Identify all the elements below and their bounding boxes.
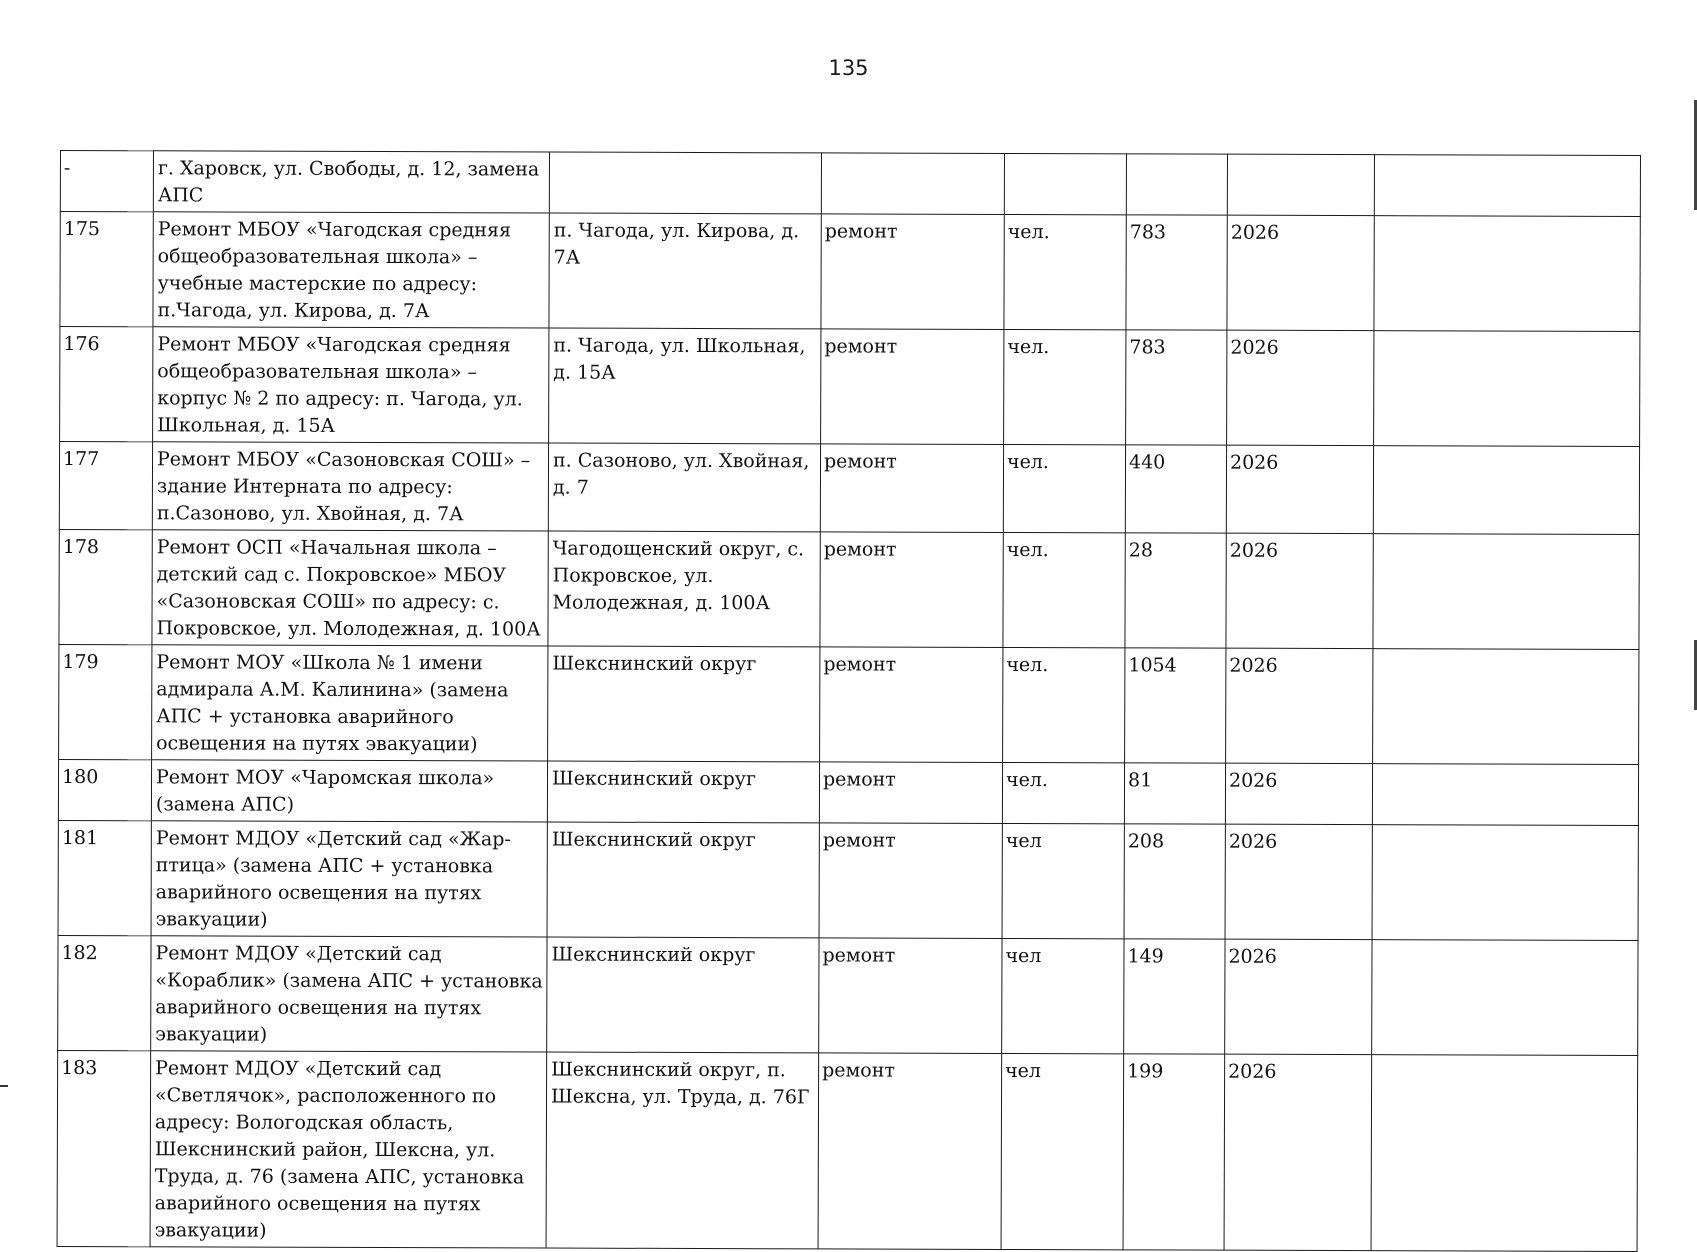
table-row bbox=[58, 759, 1638, 825]
object-address bbox=[549, 152, 821, 214]
work-description: Ремонт МДОУ «Детский сад «Жар-птица» (замена АПС + установка аварийного освещения на путях эвакуации) bbox=[151, 821, 547, 937]
work-description: Ремонт МОУ «Чаромская школа» (замена АПС) bbox=[151, 760, 547, 822]
completion-year: 2026 bbox=[1226, 648, 1373, 763]
work-type: ремонт bbox=[820, 532, 1003, 648]
margin-mark bbox=[0, 1085, 8, 1087]
capacity-value: 208 bbox=[1124, 824, 1225, 939]
work-type: ремонт bbox=[821, 329, 1004, 445]
work-type: ремонт bbox=[821, 214, 1004, 330]
work-type: ремонт bbox=[818, 1053, 1002, 1250]
row-number: 182 bbox=[58, 935, 151, 1050]
capacity-value: 199 bbox=[1123, 1054, 1225, 1250]
table-row bbox=[60, 327, 1640, 447]
object-address: Шекснинский округ bbox=[547, 761, 819, 823]
object-address: Шекснинский округ bbox=[547, 937, 819, 1053]
unit-of-measure bbox=[1004, 153, 1126, 214]
work-type: ремонт bbox=[820, 444, 1003, 533]
notes-cell bbox=[1372, 764, 1638, 826]
unit-of-measure: чел bbox=[1002, 823, 1124, 938]
unit-of-measure: чел bbox=[1001, 1053, 1124, 1249]
capacity-value bbox=[1126, 154, 1227, 215]
unit-of-measure: чел bbox=[1002, 938, 1124, 1053]
unit-of-measure: чел. bbox=[1003, 647, 1125, 762]
row-number: 181 bbox=[58, 820, 151, 935]
row-number: 175 bbox=[60, 212, 153, 327]
completion-year: 2026 bbox=[1227, 215, 1374, 330]
row-number: 176 bbox=[60, 327, 153, 442]
row-number: 179 bbox=[59, 644, 152, 759]
object-address: Чагодощенский округ, с. Покровское, ул. Молодежная, д. 100А bbox=[548, 531, 820, 647]
work-type: ремонт bbox=[819, 823, 1002, 939]
row-number: - bbox=[60, 151, 153, 212]
notes-cell bbox=[1372, 825, 1638, 941]
work-description: Ремонт МОУ «Школа № 1 имени адмирала А.М. Калинина» (замена АПС + установка аварийного освещения на путях эвакуации) bbox=[152, 645, 548, 761]
capacity-value: 783 bbox=[1126, 215, 1227, 330]
notes-cell bbox=[1374, 216, 1640, 332]
capacity-value: 1054 bbox=[1125, 648, 1226, 763]
completion-year: 2026 bbox=[1226, 445, 1373, 533]
page-number: 135 bbox=[828, 56, 869, 80]
table-row bbox=[57, 1050, 1638, 1251]
capacity-value: 28 bbox=[1125, 533, 1226, 648]
notes-cell bbox=[1371, 1055, 1638, 1252]
unit-of-measure: чел. bbox=[1003, 444, 1125, 532]
object-address: Шекснинский округ bbox=[547, 822, 819, 938]
table-body bbox=[57, 151, 1640, 1252]
notes-cell bbox=[1374, 331, 1640, 447]
unit-of-measure: чел. bbox=[1002, 762, 1124, 823]
completion-year bbox=[1227, 154, 1374, 215]
object-address: Шекснинский округ bbox=[548, 646, 820, 762]
notes-cell bbox=[1373, 534, 1639, 650]
unit-of-measure: чел. bbox=[1004, 329, 1126, 444]
capacity-value: 783 bbox=[1126, 330, 1227, 445]
completion-year: 2026 bbox=[1227, 330, 1374, 445]
capacity-value: 440 bbox=[1125, 445, 1226, 533]
object-address: п. Чагода, ул. Школьная, д. 15А bbox=[549, 328, 821, 444]
work-description: Ремонт МБОУ «Чагодская средняя общеобразовательная школа» – корпус № 2 по адресу: п. Чагода, ул. Школьная, д. 15А bbox=[153, 327, 549, 443]
completion-year: 2026 bbox=[1224, 1054, 1372, 1250]
notes-cell bbox=[1373, 446, 1639, 535]
work-description: Ремонт ОСП «Начальная школа – детский сад с. Покровское» МБОУ «Сазоновская СОШ» по адресу: с. Покровское, ул. Молодежная, д. 100А bbox=[152, 530, 548, 646]
work-description: Ремонт МДОУ «Детский сад «Кораблик» (замена АПС + установка аварийного освещения на путях эвакуации) bbox=[151, 936, 547, 1052]
work-type: ремонт bbox=[819, 762, 1002, 824]
work-type: ремонт bbox=[819, 938, 1002, 1054]
work-description: Ремонт МБОУ «Чагодская средняя общеобразовательная школа» – учебные мастерские по адресу: п.Чагода, ул. Кирова, д. 7А bbox=[153, 212, 549, 328]
unit-of-measure: чел. bbox=[1004, 214, 1126, 329]
unit-of-measure: чел. bbox=[1003, 532, 1125, 647]
completion-year: 2026 bbox=[1226, 533, 1373, 648]
row-number: 178 bbox=[59, 529, 152, 644]
works-table bbox=[57, 150, 1641, 1252]
object-address: Шекснинский округ, п. Шексна, ул. Труда, д. 76Г bbox=[546, 1052, 819, 1249]
completion-year: 2026 bbox=[1225, 939, 1372, 1054]
capacity-value: 81 bbox=[1124, 763, 1225, 824]
table-row bbox=[58, 935, 1638, 1055]
work-type bbox=[821, 153, 1004, 215]
table-row bbox=[60, 212, 1640, 332]
notes-cell bbox=[1373, 649, 1639, 765]
work-description: г. Харовск, ул. Свободы, д. 12, замена АПС bbox=[153, 151, 549, 213]
table-row bbox=[59, 644, 1639, 764]
object-address: п. Сазоново, ул. Хвойная, д. 7 bbox=[548, 443, 820, 532]
table-row bbox=[60, 151, 1640, 217]
row-number: 177 bbox=[59, 442, 152, 530]
work-type: ремонт bbox=[820, 647, 1003, 763]
completion-year: 2026 bbox=[1225, 763, 1372, 824]
completion-year: 2026 bbox=[1225, 824, 1372, 939]
row-number: 180 bbox=[58, 759, 151, 820]
object-address: п. Чагода, ул. Кирова, д. 7А bbox=[549, 213, 821, 329]
row-number: 183 bbox=[57, 1050, 151, 1246]
table-row bbox=[58, 820, 1638, 940]
work-description: Ремонт МДОУ «Детский сад «Светлячок», расположенного по адресу: Вологодская область, Шекснинский район, Шексна, ул. Труда, д. 76 (замена АПС, установка аварийного освещения на путях эвакуации) bbox=[150, 1051, 547, 1248]
capacity-value: 149 bbox=[1124, 939, 1225, 1054]
notes-cell bbox=[1372, 940, 1638, 1056]
table-row bbox=[59, 442, 1639, 535]
work-description: Ремонт МБОУ «Сазоновская СОШ» – здание Интерната по адресу: п.Сазоново, ул. Хвойная, д. 7А bbox=[152, 442, 548, 531]
notes-cell bbox=[1374, 155, 1640, 217]
table-row bbox=[59, 529, 1639, 649]
